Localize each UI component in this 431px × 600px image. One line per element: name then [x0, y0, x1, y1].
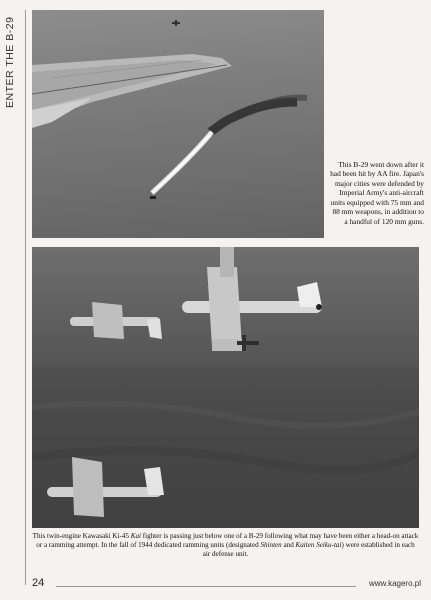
bottom-caption	[32, 532, 419, 560]
b29-lead	[182, 247, 322, 351]
footer-rule	[56, 586, 356, 587]
side-caption: This B-29 went down after it had been hit by AA fire. Japan's major cities were defended by Imperial Army's anti-aircraft units equipped with 75 mm and 88 mm weapons, in addition to a handful of 120 mm guns.	[330, 160, 424, 226]
bottom-caption-mid: fighter is passing just below one of a B-29 following what may have been either a head-on attack or a ramming attempt. In the fall of 1944 dedicated ramming units (designated	[36, 532, 419, 550]
bottom-caption-kai: Kai	[130, 532, 141, 540]
running-title: ENTER THE B-29	[4, 16, 16, 108]
photo-bottom-illustration	[32, 247, 419, 528]
photo-top-illustration	[32, 10, 324, 238]
bottom-caption-shinten: Shinten	[260, 541, 282, 550]
photo-b29-shot-down	[32, 10, 324, 238]
side-rule	[25, 10, 26, 585]
bottom-caption-end: ) were established in each air defense unit.	[202, 541, 415, 559]
website-link[interactable]: www.kagero.pl	[368, 579, 421, 588]
bottom-caption-and: and	[281, 541, 296, 550]
photo-b29-formation	[32, 247, 419, 528]
page-number: 24	[32, 577, 45, 589]
bottom-caption-kaiten: Kaiten Seiku-tai	[295, 541, 342, 550]
b29-left	[70, 302, 162, 339]
bottom-caption-prefix: This twin-engine Kawasaki Ki-45	[32, 532, 131, 540]
